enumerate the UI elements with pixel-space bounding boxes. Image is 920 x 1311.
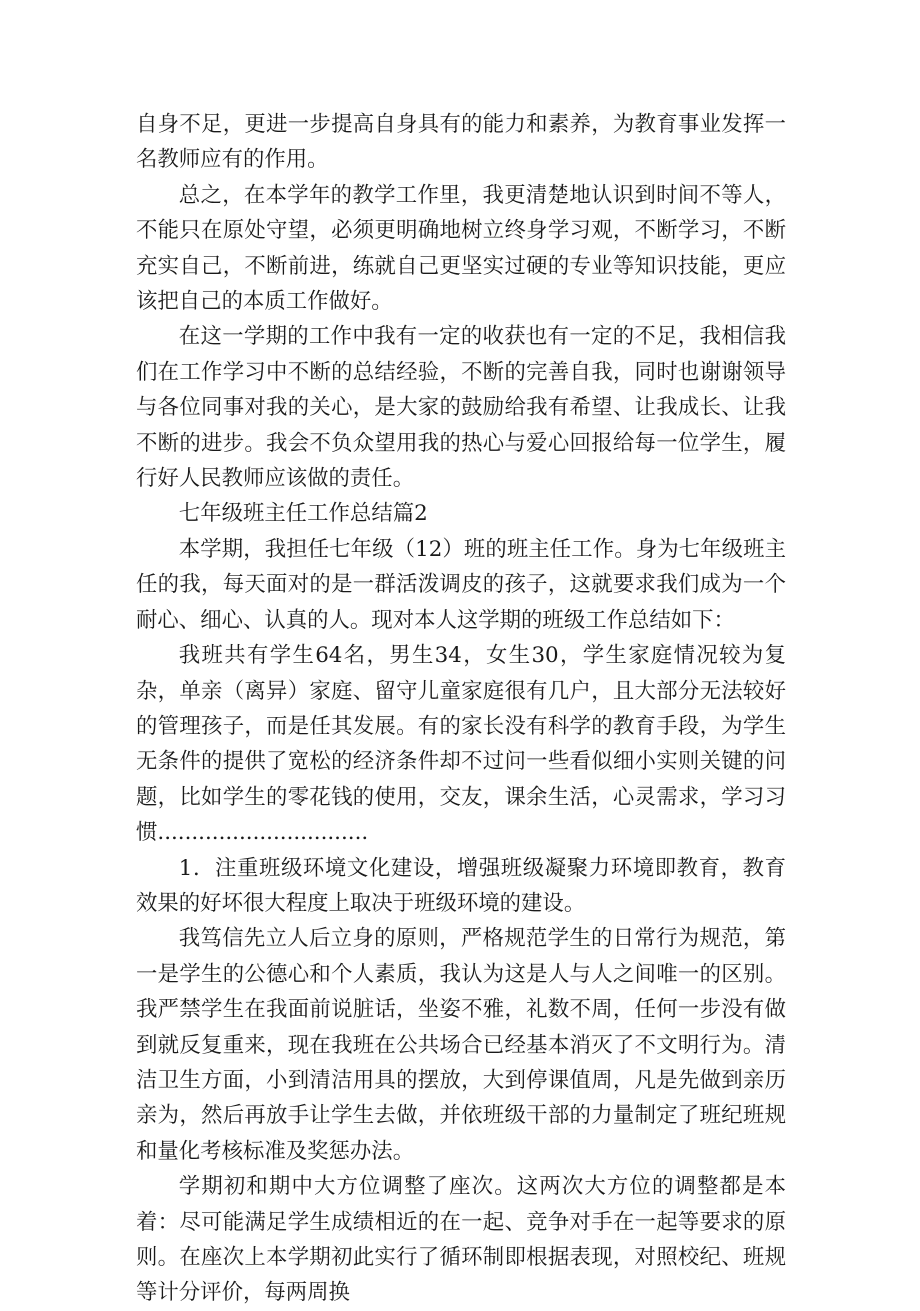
paragraph-gratitude: 在这一学期的工作中我有一定的收获也有一定的不足，我相信我们在工作学习中不断的总结经验，不断的完善自我，同时也谢谢领导与各位同事对我的关心，是大家的鼓励给我有希望、让我成长、让我不断的进步。我会不负众望用我的热心与爱心回报给每一位学生，履行好人民教师应该做的责任。 bbox=[136, 324, 786, 492]
paragraph-intro: 本学期，我担任七年级（12）班的班主任工作。身为七年级班主任的我，每天面对的是一群活泼调皮的孩子，这就要求我们成为一个耐心、细心、认真的人。现对本人这学期的班级工作总结如下： bbox=[136, 536, 786, 633]
section-heading: 七年级班主任工作总结篇2 bbox=[178, 501, 428, 527]
paragraph-principles: 我笃信先立人后立身的原则，严格规范学生的日常行为规范，第一是学生的公德心和个人素质，我认为这是人与人之间唯一的区别。我严禁学生在我面前说脏话，坐姿不雅，礼数不周，任何一步没有做到就反复重来，现在我班在公共场合已经基本消灭了不文明行为。清洁卫生方面，小到清洁用具的摆放，大到停课值周，凡是先做到亲历亲为，然后再放手让学生去做，并依班级干部的力量制定了班纪班规和量化考核标准及奖惩办法。 bbox=[136, 926, 786, 1164]
paragraph-class-info: 我班共有学生64名，男生34，女生30，学生家庭情况较为复杂，单亲（离异）家庭、留守儿童家庭很有几户，且大部分无法较好的管理孩子，而是任其发展。有的家长没有科学的教育手段，为学生无条件的提供了宽松的经济条件却不过问一些看似细小实则关键的问题，比如学生的零花钱的使用，交友，课余生活，心灵需求，学习习惯............................... bbox=[136, 643, 786, 846]
paragraph-seating: 学期初和期中大方位调整了座次。这两次大方位的调整都是本着：尽可能满足学生成绩相近的在一起、竞争对手在一起等要求的原则。在座次上本学期初此实行了循环制即根据表现，对照校纪、班规等计分评价，每两周换 bbox=[136, 1174, 786, 1306]
paragraph-conclusion: 总之，在本学年的教学工作里，我更清楚地认识到时间不等人，不能只在原处守望，必须更明确地树立终身学习观，不断学习，不断充实自己，不断前进，练就自己更坚实过硬的专业等知识技能，更应该把自己的本质工作做好。 bbox=[136, 182, 786, 315]
paragraph-point-1: 1．注重班级环境文化建设，增强班级凝聚力环境即教育，教育效果的好坏很大程度上取决于班级环境的建设。 bbox=[136, 855, 786, 916]
document-body bbox=[136, 107, 786, 1311]
paragraph-continuation: 自身不足，更进一步提高自身具有的能力和素养，为教育事业发挥一名教师应有的作用。 bbox=[136, 112, 786, 173]
